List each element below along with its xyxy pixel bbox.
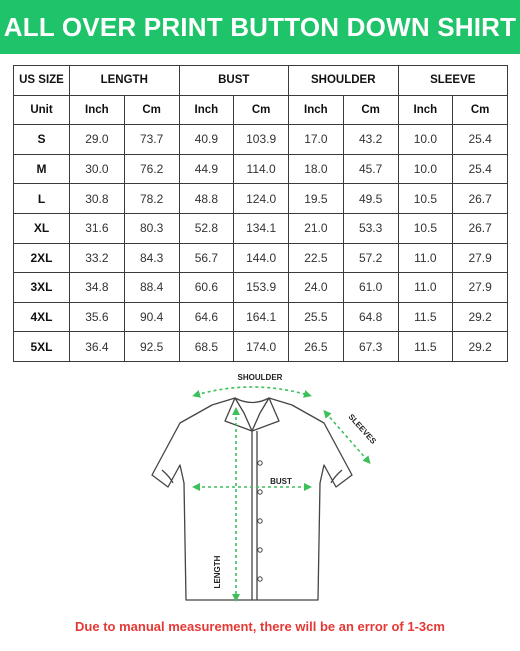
table-row xyxy=(14,302,508,332)
page-title: ALL OVER PRINT BUTTON DOWN SHIRT xyxy=(3,11,517,42)
table-cell: 40.9 xyxy=(179,125,234,155)
table-cell: 18.0 xyxy=(289,154,344,184)
table-cell: 30.0 xyxy=(70,154,125,184)
table-cell: 67.3 xyxy=(343,332,398,362)
table-cell: 26.7 xyxy=(453,184,508,214)
table-cell: 27.9 xyxy=(453,273,508,303)
unit-header: Cm xyxy=(343,95,398,125)
table-cell: 76.2 xyxy=(124,154,179,184)
table-row xyxy=(14,125,508,155)
group-header-length: LENGTH xyxy=(70,66,180,96)
table-cell: 10.0 xyxy=(398,154,453,184)
table-cell: 27.9 xyxy=(453,243,508,273)
length-label: LENGTH xyxy=(213,555,222,589)
table-cell: 26.7 xyxy=(453,213,508,243)
group-header-bust: BUST xyxy=(179,66,289,96)
size-label: M xyxy=(14,154,70,184)
table-cell: 164.1 xyxy=(234,302,289,332)
table-cell: 11.5 xyxy=(398,332,453,362)
sleeves-label: SLEEVES xyxy=(346,412,378,446)
size-column-header: US SIZE xyxy=(14,66,70,96)
table-cell: 88.4 xyxy=(124,273,179,303)
table-cell: 21.0 xyxy=(289,213,344,243)
shirt-outline-icon xyxy=(152,398,352,600)
table-cell: 114.0 xyxy=(234,154,289,184)
table-cell: 26.5 xyxy=(289,332,344,362)
table-cell: 52.8 xyxy=(179,213,234,243)
table-cell: 31.6 xyxy=(70,213,125,243)
table-cell: 60.6 xyxy=(179,273,234,303)
size-label: L xyxy=(14,184,70,214)
table-cell: 73.7 xyxy=(124,125,179,155)
shoulder-label: SHOULDER xyxy=(237,373,283,382)
table-cell: 53.3 xyxy=(343,213,398,243)
table-cell: 103.9 xyxy=(234,125,289,155)
table-cell: 25.4 xyxy=(453,125,508,155)
table-cell: 134.1 xyxy=(234,213,289,243)
table-cell: 153.9 xyxy=(234,273,289,303)
table-cell: 56.7 xyxy=(179,243,234,273)
table-cell: 84.3 xyxy=(124,243,179,273)
unit-header: Inch xyxy=(398,95,453,125)
group-header-shoulder: SHOULDER xyxy=(289,66,399,96)
unit-header: Cm xyxy=(124,95,179,125)
table-cell: 10.5 xyxy=(398,184,453,214)
table-cell: 64.8 xyxy=(343,302,398,332)
table-cell: 45.7 xyxy=(343,154,398,184)
group-header-sleeve: SLEEVE xyxy=(398,66,508,96)
table-cell: 35.6 xyxy=(70,302,125,332)
table-cell: 33.2 xyxy=(70,243,125,273)
table-cell: 29.2 xyxy=(453,332,508,362)
table-cell: 48.8 xyxy=(179,184,234,214)
table-cell: 25.5 xyxy=(289,302,344,332)
unit-header: Inch xyxy=(289,95,344,125)
table-cell: 29.2 xyxy=(453,302,508,332)
table-cell: 64.6 xyxy=(179,302,234,332)
table-row xyxy=(14,154,508,184)
table-cell: 61.0 xyxy=(343,273,398,303)
table-cell: 10.0 xyxy=(398,125,453,155)
table-cell: 17.0 xyxy=(289,125,344,155)
unit-row-label: Unit xyxy=(14,95,70,125)
table-cell: 34.8 xyxy=(70,273,125,303)
table-cell: 43.2 xyxy=(343,125,398,155)
table-cell: 10.5 xyxy=(398,213,453,243)
table-row xyxy=(14,332,508,362)
table-cell: 29.0 xyxy=(70,125,125,155)
table-cell: 144.0 xyxy=(234,243,289,273)
size-label: 2XL xyxy=(14,243,70,273)
size-chart-table xyxy=(13,65,508,362)
table-cell: 11.0 xyxy=(398,243,453,273)
table-cell: 30.8 xyxy=(70,184,125,214)
unit-header-row xyxy=(14,95,508,125)
size-label: 3XL xyxy=(14,273,70,303)
table-cell: 36.4 xyxy=(70,332,125,362)
table-cell: 90.4 xyxy=(124,302,179,332)
unit-header: Inch xyxy=(179,95,234,125)
group-header-row xyxy=(14,66,508,96)
title-banner xyxy=(0,0,520,54)
table-cell: 22.5 xyxy=(289,243,344,273)
table-cell: 11.0 xyxy=(398,273,453,303)
table-row xyxy=(14,213,508,243)
table-cell: 25.4 xyxy=(453,154,508,184)
table-cell: 24.0 xyxy=(289,273,344,303)
table-cell: 78.2 xyxy=(124,184,179,214)
size-label: 4XL xyxy=(14,302,70,332)
table-cell: 19.5 xyxy=(289,184,344,214)
measurement-note: Due to manual measurement, there will be an error of 1-3cm xyxy=(75,619,445,634)
unit-header: Cm xyxy=(234,95,289,125)
table-row xyxy=(14,273,508,303)
shirt-diagram xyxy=(140,365,380,610)
table-cell: 174.0 xyxy=(234,332,289,362)
table-cell: 80.3 xyxy=(124,213,179,243)
bust-label: BUST xyxy=(270,477,292,486)
table-cell: 49.5 xyxy=(343,184,398,214)
table-cell: 68.5 xyxy=(179,332,234,362)
unit-header: Cm xyxy=(453,95,508,125)
size-label: XL xyxy=(14,213,70,243)
table-cell: 57.2 xyxy=(343,243,398,273)
table-cell: 124.0 xyxy=(234,184,289,214)
table-cell: 92.5 xyxy=(124,332,179,362)
table-cell: 11.5 xyxy=(398,302,453,332)
size-label: S xyxy=(14,125,70,155)
table-row xyxy=(14,184,508,214)
table-row xyxy=(14,243,508,273)
unit-header: Inch xyxy=(70,95,125,125)
table-cell: 44.9 xyxy=(179,154,234,184)
size-label: 5XL xyxy=(14,332,70,362)
